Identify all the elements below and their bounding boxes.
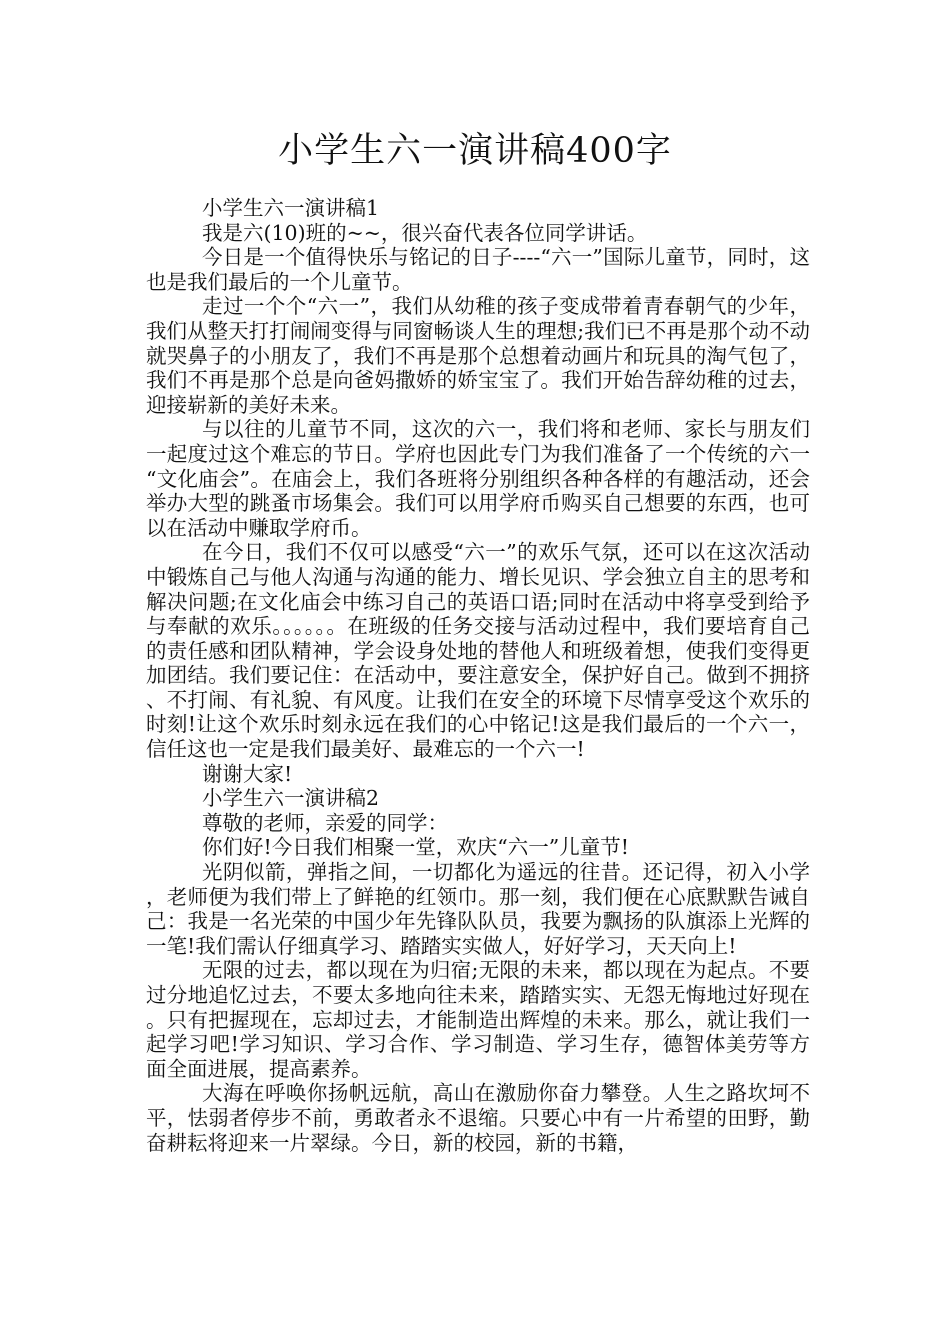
document-body	[146, 196, 810, 1155]
paragraph: 今日是一个值得快乐与铭记的日子----“六一”国际儿童节，同时，这也是我们最后的一个儿童节。	[146, 245, 810, 294]
paragraph: 你们好!今日我们相聚一堂，欢庆“六一”儿童节!	[202, 835, 629, 860]
paragraph: 与以往的儿童节不同，这次的六一，我们将和老师、家长与朋友们一起度过这个难忘的节日。学府也因此专门为我们准备了一个传统的六一“文化庙会”。在庙会上，我们各班将分别组织各种各样的有趣活动，还会举办大型的跳蚤市场集会。我们可以用学府币购买自己想要的东西，也可以在活动中赚取学府币。	[146, 417, 810, 540]
paragraph: 光阴似箭，弹指之间，一切都化为遥远的往昔。还记得，初入小学，老师便为我们带上了鲜艳的红领巾。那一刻，我们便在心底默默告诫自己：我是一名光荣的中国少年先锋队队员，我要为飘扬的队旗添上光辉的一笔!我们需认仔细真学习、踏踏实实做人，好好学习，天天向上!	[146, 860, 810, 958]
document-title: 小学生六一演讲稿400字	[278, 131, 672, 171]
paragraph: 我是六(10)班的~~，很兴奋代表各位同学讲话。	[202, 220, 648, 245]
paragraph: 尊敬的老师，亲爱的同学：	[202, 810, 448, 835]
paragraph-speech-1-heading: 小学生六一演讲稿1	[202, 196, 380, 220]
paragraph: 大海在呼唤你扬帆远航，高山在激励你奋力攀登。人生之路坎坷不平，怯弱者停步不前，勇敢者永不退缩。只要心中有一片希望的田野，勤奋耕耘将迎来一片翠绿。今日，新的校园，新的书籍，	[146, 1081, 810, 1155]
paragraph: 走过一个个“六一”，我们从幼稚的孩子变成带着青春朝气的少年，我们从整天打打闹闹变得与同窗畅谈人生的理想;我们已不再是那个动不动就哭鼻子的小朋友了，我们不再是那个总想着动画片和玩具的淘气包了，我们不再是那个总是向爸妈撒娇的娇宝宝了。我们开始告辞幼稚的过去，迎接崭新的美好未来。	[146, 294, 810, 417]
paragraph: 在今日，我们不仅可以感受“六一”的欢乐气氛，还可以在这次活动中锻炼自己与他人沟通与沟通的能力、增长见识、学会独立自主的思考和解决问题;在文化庙会中练习自己的英语口语;同时在活动中将享受到给予与奉献的欢乐。。。。。。在班级的任务交接与活动过程中，我们要培育自己的责任感和团队精神，学会设身处地的替他人和班级着想，使我们变得更加团结。我们要记住：在活动中，要注意安全，保护好自己。做到不拥挤、不打闹、有礼貌、有风度。让我们在安全的环境下尽情享受这个欢乐的时刻!让这个欢乐时刻永远在我们的心中铭记!这是我们最后的一个六一，信任这也一定是我们最美好、最难忘的一个六一!	[146, 540, 810, 762]
paragraph: 无限的过去，都以现在为归宿;无限的未来，都以现在为起点。不要过分地追忆过去，不要太多地向往未来，踏踏实实、无怨无悔地过好现在。只有把握现在，忘却过去，才能制造出辉煌的未来。那么，就让我们一起学习吧!学习知识、学习合作、学习制造、学习生存，德智体美劳等方面全面进展，提高素养。	[146, 958, 810, 1081]
paragraph: 谢谢大家!	[202, 761, 293, 786]
paragraph-speech-2-heading: 小学生六一演讲稿2	[202, 786, 380, 811]
